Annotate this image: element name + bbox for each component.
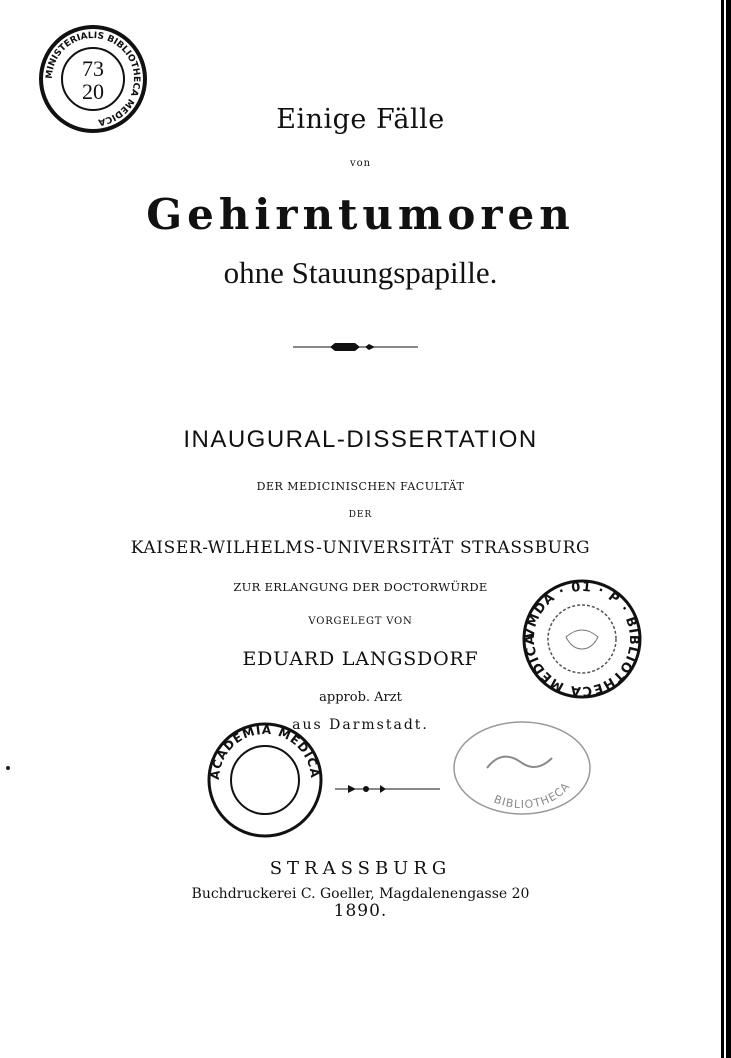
university-line: KAISER-WILHELMS-UNIVERSITÄT STRASSBURG [130, 538, 591, 558]
scan-edge [721, 0, 731, 1058]
publication-city: STRASSBURG [269, 858, 452, 879]
title-line-1: Einige Fälle [276, 104, 445, 135]
ornament-divider-graphic [0, 340, 721, 354]
purpose-line: ZUR ERLANGUNG DER DOCTORWÜRDE [233, 580, 488, 594]
publication-year: 1890. [333, 901, 388, 921]
dissertation-heading: INAUGURAL-DISSERTATION [183, 426, 538, 453]
author-name: EDUARD LANGSDORF [242, 648, 479, 670]
academia-stamp [199, 718, 331, 838]
printer-line: Buchdruckerei C. Goeller, Magdalenengasse 20 [191, 886, 530, 902]
faculty-line: DER MEDICINISCHEN FACULTÄT [256, 480, 465, 493]
author-origin: aus Darmstadt. [292, 717, 429, 733]
library-stamp-right [518, 575, 646, 703]
stamp-ring-text: ACADEMIA MEDICA [207, 722, 323, 781]
scan-speck [6, 766, 10, 770]
faint-library-stamp [447, 718, 597, 818]
academia-stamp-graphic [199, 718, 331, 838]
stamp-ring-text: BIBLIOTHECA [492, 779, 573, 812]
stamp-ring-text: VMDA · 01 · P · BIBLIOTHECA MEDICA [522, 579, 642, 699]
author-credential: approb. Arzt [319, 690, 402, 705]
stamp-number-bottom: 20 [82, 79, 104, 104]
title-line-2: von [349, 158, 372, 169]
presented-by-line: VORGELEGT VON [308, 616, 413, 627]
stamp-ring-text: MINISTERIALIS BIBLIOTHECA MEDICA [44, 30, 142, 127]
subtitle: ohne Stauungspapille. [223, 255, 498, 290]
ornament-divider [0, 339, 721, 353]
faint-library-stamp-graphic [447, 718, 597, 818]
ornament-divider-small [0, 779, 721, 799]
der-line: DER [348, 510, 373, 520]
ornament-divider-small-graphic [0, 779, 721, 799]
stamp-number-top: 73 [82, 56, 104, 81]
main-title: Gehirntumoren [146, 190, 575, 239]
library-stamp-right-graphic [518, 575, 646, 703]
